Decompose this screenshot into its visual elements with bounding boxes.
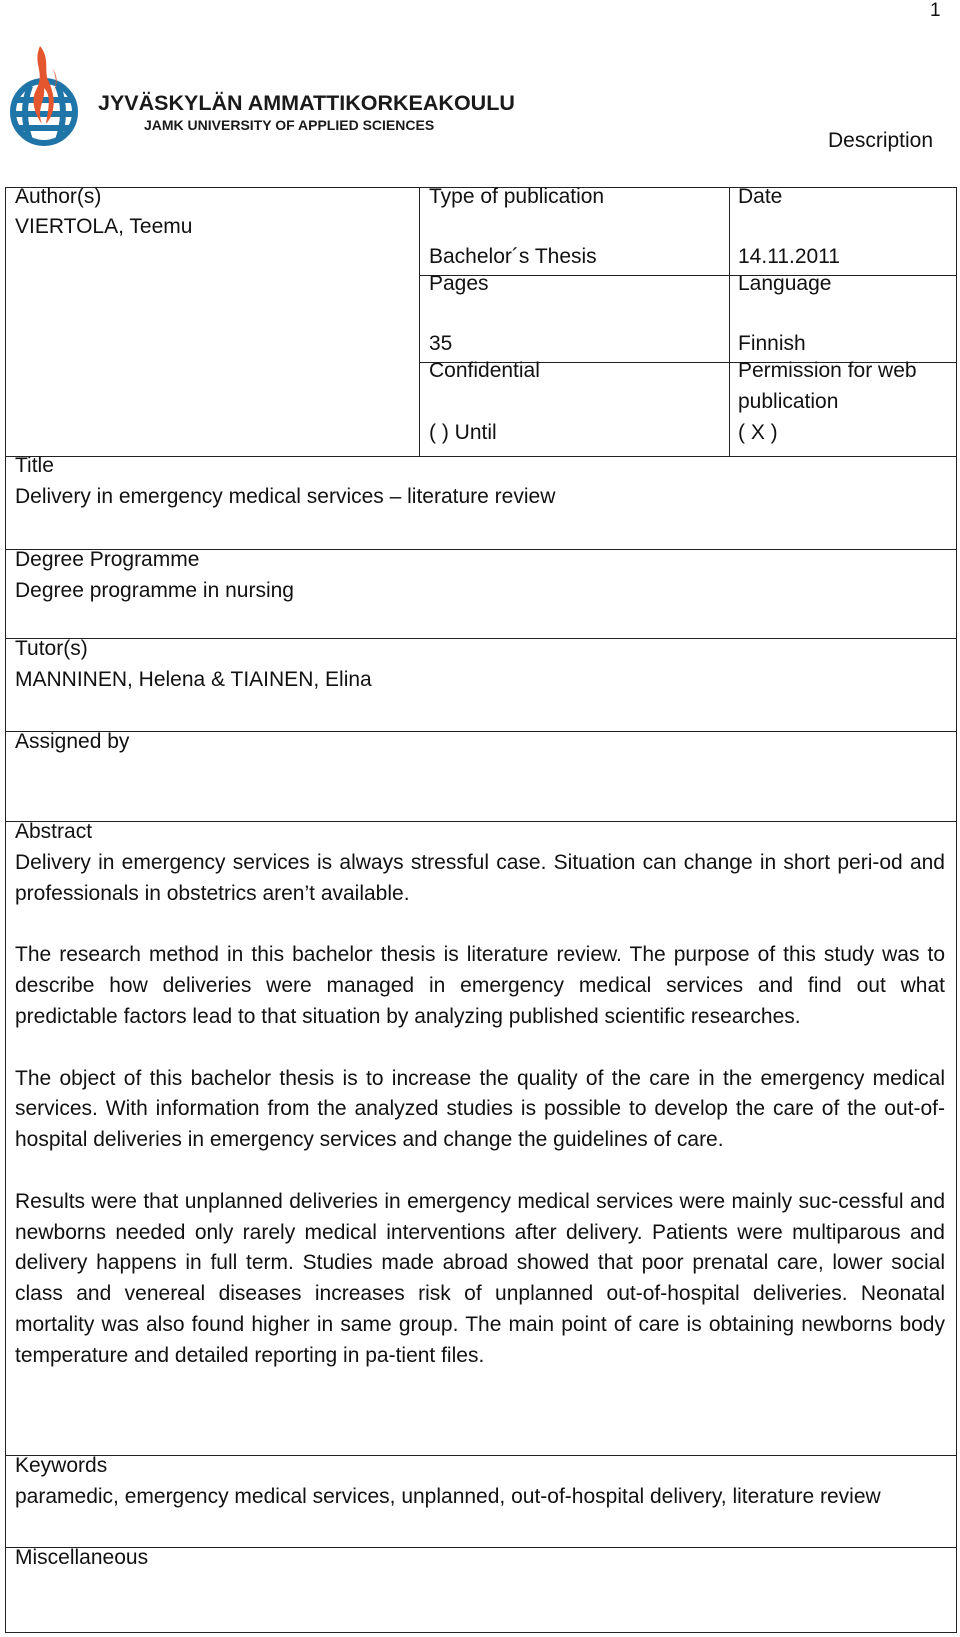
institution-subtitle: JAMK UNIVERSITY OF APPLIED SCIENCES bbox=[144, 117, 435, 133]
abstract-paragraph: Results were that unplanned deliveries in emergency medical services were mainly suc-cessful and newborns needed only rarely medical interventions after delivery. Patients were multiparous and delivery happens in full term. Studies made abroad showed that poor prenatal care, lower social class and venereal diseases increases risk of unplanned out-of-hospital deliveries. Neonatal mortality was also found higher in same group. The main point of care is obtaining newborns body temperature and detailed reporting in pa-tient files. bbox=[15, 1189, 945, 1367]
abstract-paragraph: The research method in this bachelor thesis is literature review. The purpose of this study was to describe how deliveries were managed in emergency medical services and find out what predictable factors lead to that situation by analyzing published scientific researches. bbox=[15, 943, 945, 1028]
misc-label: Miscellaneous bbox=[15, 1546, 149, 1569]
permission-label: Permission for web bbox=[738, 359, 917, 382]
institution-logo bbox=[6, 44, 526, 156]
degree-label: Degree Programme bbox=[15, 548, 200, 571]
divider bbox=[419, 188, 420, 456]
divider bbox=[729, 188, 730, 456]
abstract-paragraph: Delivery in emergency services is always stressful case. Situation can change in short peri-od and professionals in obstetrics aren’t available. bbox=[15, 851, 945, 905]
description-form bbox=[5, 187, 957, 1633]
divider bbox=[6, 638, 956, 639]
author-label: Author(s) bbox=[15, 185, 102, 208]
language-value: Finnish bbox=[738, 332, 806, 355]
title-value: Delivery in emergency medical services – literature review bbox=[15, 485, 556, 508]
divider bbox=[6, 821, 956, 822]
permission-label-cont: publication bbox=[738, 390, 839, 413]
divider bbox=[6, 1455, 956, 1456]
divider bbox=[419, 275, 956, 276]
assigned-label: Assigned by bbox=[15, 730, 130, 753]
author-value: VIERTOLA, Teemu bbox=[15, 215, 193, 238]
abstract-label: Abstract bbox=[15, 820, 93, 843]
confidential-value: ( ) Until bbox=[429, 421, 497, 444]
confidential-label: Confidential bbox=[429, 359, 540, 382]
pages-label: Pages bbox=[429, 272, 489, 295]
keywords-value: paramedic, emergency medical services, unplanned, out-of-hospital delivery, literature review bbox=[15, 1485, 881, 1508]
publication-type-value: Bachelor´s Thesis bbox=[429, 245, 597, 268]
tutors-value: MANNINEN, Helena & TIAINEN, Elina bbox=[15, 668, 372, 691]
divider bbox=[6, 1547, 956, 1548]
pages-value: 35 bbox=[429, 332, 453, 355]
permission-value: ( X ) bbox=[738, 421, 778, 444]
degree-value: Degree programme in nursing bbox=[15, 579, 294, 602]
jamk-logo-icon bbox=[6, 44, 526, 156]
tutors-label: Tutor(s) bbox=[15, 637, 88, 660]
divider bbox=[6, 456, 956, 457]
date-label: Date bbox=[738, 185, 783, 208]
institution-name: JYVÄSKYLÄN AMMATTIKORKEAKOULU bbox=[98, 91, 515, 115]
language-label: Language bbox=[738, 272, 832, 295]
page-number: 1 bbox=[930, 0, 941, 21]
publication-type-label: Type of publication bbox=[429, 185, 605, 208]
title-label: Title bbox=[15, 454, 54, 477]
abstract-body bbox=[15, 848, 945, 1402]
abstract-paragraph: The object of this bachelor thesis is to increase the quality of the care in the emergency medical services. With information from the analyzed studies is possible to develop the care of the out-of-hospital deliveries in emergency services and change the guidelines of care. bbox=[15, 1066, 945, 1152]
keywords-label: Keywords bbox=[15, 1454, 108, 1477]
description-label: Description bbox=[828, 129, 934, 152]
divider bbox=[6, 731, 956, 732]
date-value: 14.11.2011 bbox=[738, 245, 840, 268]
